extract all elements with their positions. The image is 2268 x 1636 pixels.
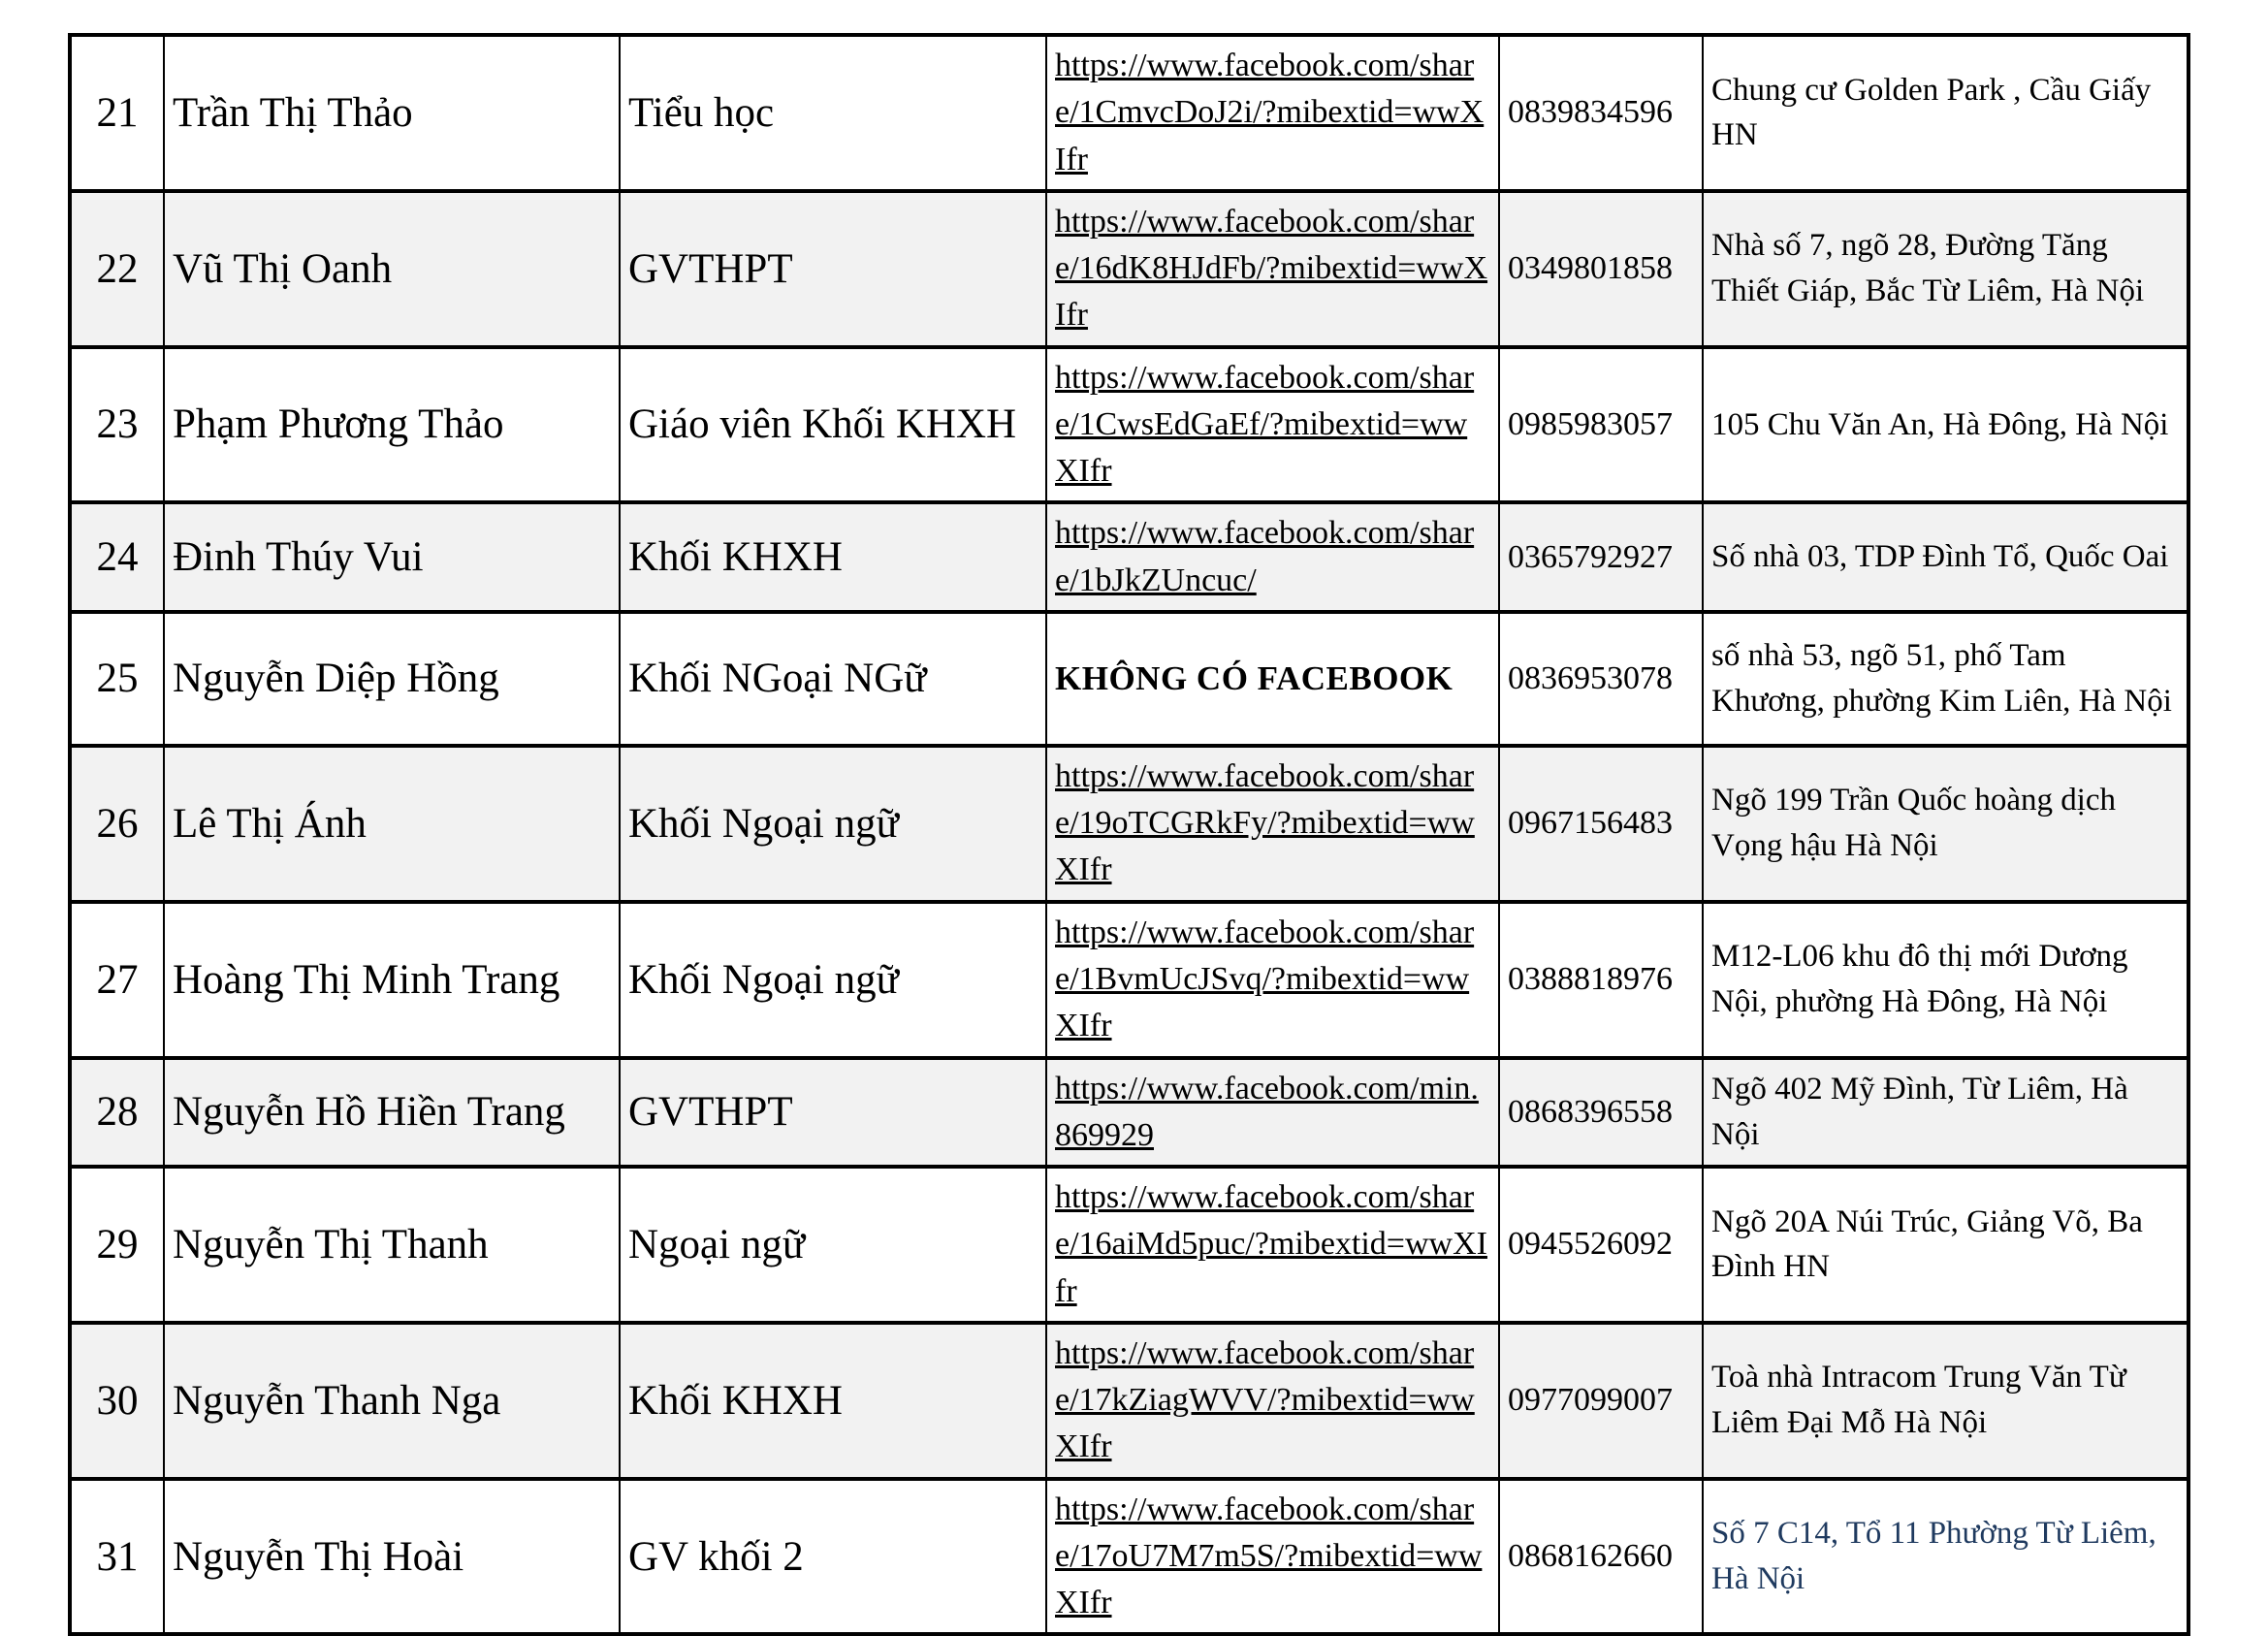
contact-table-body xyxy=(70,35,2188,1634)
phone-cell: 0967156483 xyxy=(1499,746,1703,902)
row-number-cell: 30 xyxy=(70,1323,164,1479)
address-cell: Toà nhà Intracom Trung Văn Từ Liêm Đại Mỗ Hà Nội xyxy=(1703,1323,2188,1479)
table-row xyxy=(70,35,2188,191)
address-cell: M12-L06 khu đô thị mới Dương Nội, phường Hà Đông, Hà Nội xyxy=(1703,902,2188,1058)
table-row xyxy=(70,1167,2188,1323)
table-row xyxy=(70,746,2188,902)
table-row xyxy=(70,1479,2188,1635)
address-cell: Số 7 C14, Tổ 11 Phường Từ Liêm, Hà Nội xyxy=(1703,1479,2188,1635)
facebook-cell xyxy=(1046,612,1499,746)
row-number-cell: 29 xyxy=(70,1167,164,1323)
name-cell: Phạm Phương Thảo xyxy=(164,347,620,503)
phone-cell: 0985983057 xyxy=(1499,347,1703,503)
facebook-link[interactable]: https://www.facebook.com/min.869929 xyxy=(1055,1070,1479,1153)
name-cell: Hoàng Thị Minh Trang xyxy=(164,902,620,1058)
row-number-cell: 26 xyxy=(70,746,164,902)
phone-cell: 0977099007 xyxy=(1499,1323,1703,1479)
phone-cell: 0868162660 xyxy=(1499,1479,1703,1635)
contacts-table xyxy=(68,33,2190,1636)
name-cell: Nguyễn Thanh Nga xyxy=(164,1323,620,1479)
facebook-link[interactable]: https://www.facebook.com/share/16aiMd5puc/?mibextid=wwXIfr xyxy=(1055,1179,1487,1309)
facebook-link[interactable]: https://www.facebook.com/share/1BvmUcJSvq/?mibextid=wwXIfr xyxy=(1055,914,1475,1044)
table-row xyxy=(70,1058,2188,1168)
role-cell: Khối KHXH xyxy=(620,502,1046,612)
address-cell: số nhà 53, ngõ 51, phố Tam Khương, phường Kim Liên, Hà Nội xyxy=(1703,612,2188,746)
table-row xyxy=(70,502,2188,612)
facebook-cell xyxy=(1046,746,1499,902)
facebook-cell xyxy=(1046,1323,1499,1479)
phone-cell: 0365792927 xyxy=(1499,502,1703,612)
name-cell: Nguyễn Thị Hoài xyxy=(164,1479,620,1635)
facebook-link[interactable]: https://www.facebook.com/share/1bJkZUncuc/ xyxy=(1055,515,1475,598)
address-cell: Ngõ 20A Núi Trúc, Giảng Võ, Ba Đình HN xyxy=(1703,1167,2188,1323)
table-row xyxy=(70,191,2188,347)
phone-cell: 0836953078 xyxy=(1499,612,1703,746)
facebook-link[interactable]: https://www.facebook.com/share/17kZiagWVV/?mibextid=wwXIfr xyxy=(1055,1334,1475,1465)
facebook-link[interactable]: https://www.facebook.com/share/1CmvcDoJ2i/?mibextid=wwXIfr xyxy=(1055,48,1485,177)
role-cell: Tiểu học xyxy=(620,35,1046,191)
facebook-cell xyxy=(1046,347,1499,503)
facebook-cell xyxy=(1046,191,1499,347)
row-number-cell: 31 xyxy=(70,1479,164,1635)
name-cell: Nguyễn Diệp Hồng xyxy=(164,612,620,746)
table-row xyxy=(70,1323,2188,1479)
row-number-cell: 21 xyxy=(70,35,164,191)
facebook-link[interactable]: https://www.facebook.com/share/1CwsEdGaEf/?mibextid=wwXIfr xyxy=(1055,359,1475,490)
address-cell: 105 Chu Văn An, Hà Đông, Hà Nội xyxy=(1703,347,2188,503)
table-row xyxy=(70,612,2188,746)
row-number-cell: 24 xyxy=(70,502,164,612)
phone-cell: 0349801858 xyxy=(1499,191,1703,347)
facebook-cell xyxy=(1046,1167,1499,1323)
role-cell: GVTHPT xyxy=(620,1058,1046,1168)
name-cell: Vũ Thị Oanh xyxy=(164,191,620,347)
address-cell: Số nhà 03, TDP Đình Tổ, Quốc Oai xyxy=(1703,502,2188,612)
role-cell: Khối Ngoại ngữ xyxy=(620,902,1046,1058)
role-cell: GV khối 2 xyxy=(620,1479,1046,1635)
facebook-cell xyxy=(1046,502,1499,612)
name-cell: Lê Thị Ánh xyxy=(164,746,620,902)
phone-cell: 0945526092 xyxy=(1499,1167,1703,1323)
no-facebook-label: KHÔNG CÓ FACEBOOK xyxy=(1055,658,1453,697)
role-cell: Giáo viên Khối KHXH xyxy=(620,347,1046,503)
facebook-cell xyxy=(1046,1479,1499,1635)
phone-cell: 0388818976 xyxy=(1499,902,1703,1058)
row-number-cell: 23 xyxy=(70,347,164,503)
phone-cell: 0839834596 xyxy=(1499,35,1703,191)
facebook-cell xyxy=(1046,902,1499,1058)
address-cell: Ngõ 402 Mỹ Đình, Từ Liêm, Hà Nội xyxy=(1703,1058,2188,1168)
phone-cell: 0868396558 xyxy=(1499,1058,1703,1168)
facebook-cell xyxy=(1046,1058,1499,1168)
address-cell: Nhà số 7, ngõ 28, Đường Tăng Thiết Giáp, Bắc Từ Liêm, Hà Nội xyxy=(1703,191,2188,347)
facebook-link[interactable]: https://www.facebook.com/share/16dK8HJdFb/?mibextid=wwXIfr xyxy=(1055,203,1488,334)
role-cell: Khối KHXH xyxy=(620,1323,1046,1479)
role-cell: Khối NGoại NGữ xyxy=(620,612,1046,746)
address-cell: Chung cư Golden Park , Cầu Giấy HN xyxy=(1703,35,2188,191)
row-number-cell: 28 xyxy=(70,1058,164,1168)
facebook-link[interactable]: https://www.facebook.com/share/17oU7M7m5S/?mibextid=wwXIfr xyxy=(1055,1491,1483,1621)
row-number-cell: 27 xyxy=(70,902,164,1058)
table-row xyxy=(70,347,2188,503)
facebook-cell xyxy=(1046,35,1499,191)
name-cell: Nguyễn Thị Thanh xyxy=(164,1167,620,1323)
row-number-cell: 22 xyxy=(70,191,164,347)
table-row xyxy=(70,902,2188,1058)
role-cell: Ngoại ngữ xyxy=(620,1167,1046,1323)
name-cell: Đinh Thúy Vui xyxy=(164,502,620,612)
address-cell: Ngõ 199 Trần Quốc hoàng dịch Vọng hậu Hà Nội xyxy=(1703,746,2188,902)
role-cell: Khối Ngoại ngữ xyxy=(620,746,1046,902)
name-cell: Trần Thị Thảo xyxy=(164,35,620,191)
role-cell: GVTHPT xyxy=(620,191,1046,347)
facebook-link[interactable]: https://www.facebook.com/share/19oTCGRkFy/?mibextid=wwXIfr xyxy=(1055,757,1475,888)
name-cell: Nguyễn Hồ Hiền Trang xyxy=(164,1058,620,1168)
row-number-cell: 25 xyxy=(70,612,164,746)
